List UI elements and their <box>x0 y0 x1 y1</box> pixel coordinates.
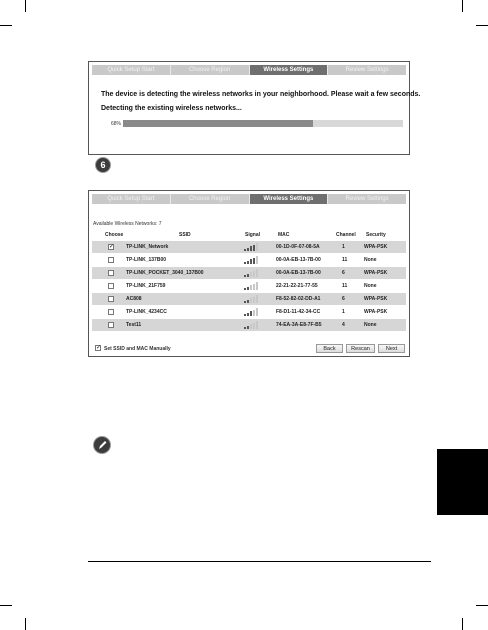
network-row[interactable] <box>92 241 406 253</box>
network-ssid: TP-LINK_21F759 <box>126 283 166 289</box>
network-ssid: TP-LINK_137B00 <box>126 257 167 263</box>
network-channel: 1 <box>342 309 345 315</box>
col-channel: Channel <box>336 232 356 238</box>
section-thumb-tab <box>437 449 488 515</box>
network-ssid: Test11 <box>126 322 142 328</box>
network-security: None <box>364 257 377 263</box>
tab-quick-setup-start[interactable]: Quick Setup Start <box>92 65 171 75</box>
tab-quick-setup-start[interactable]: Quick Setup Start <box>92 194 171 204</box>
signal-strength-icon <box>244 321 260 329</box>
tab-choose-region[interactable]: Choose Region <box>171 65 250 75</box>
detect-message: The device is detecting the wireless networks in your neighborhood. Please wait a few seconds. <box>101 91 421 98</box>
manual-label: Set SSID and MAC Manually <box>104 346 171 352</box>
detect-status: Detecting the existing wireless networks... <box>101 105 242 112</box>
network-select-checkbox[interactable] <box>108 309 114 315</box>
table-header <box>92 231 406 239</box>
network-select-checkbox[interactable] <box>108 270 114 276</box>
network-security: None <box>364 283 377 289</box>
progress-bar <box>123 120 403 127</box>
signal-strength-icon <box>244 243 260 251</box>
network-select-checkbox[interactable] <box>108 283 114 289</box>
network-security: WPA-PSK <box>364 309 388 315</box>
network-mac: 74-EA-3A-E8-7F-B5 <box>276 322 322 328</box>
network-row[interactable] <box>92 319 406 331</box>
network-select-checkbox[interactable]: ✓ <box>109 244 115 250</box>
tab-review-settings[interactable]: Review Settings <box>345 196 389 202</box>
network-mac: F8-52-82-02-DD-A1 <box>276 296 321 302</box>
progress-fill <box>123 120 313 127</box>
pen-icon <box>96 439 108 451</box>
signal-strength-icon <box>244 256 260 264</box>
crop-mark <box>0 25 12 26</box>
wizard-tab-bar <box>92 65 406 75</box>
note-pen-icon <box>94 437 110 453</box>
next-button[interactable]: Next <box>378 344 405 353</box>
network-select-checkbox[interactable] <box>108 296 114 302</box>
network-mac: 00-0A-EB-13-7B-00 <box>276 270 321 276</box>
tab-review-settings[interactable]: Review Settings <box>345 67 389 73</box>
network-ssid: AC808 <box>126 296 142 302</box>
network-channel: 6 <box>342 270 345 276</box>
network-channel: 4 <box>342 322 345 328</box>
network-row[interactable] <box>92 293 406 305</box>
network-select-checkbox[interactable] <box>108 322 114 328</box>
network-row[interactable] <box>92 306 406 318</box>
network-screenshot <box>88 190 410 357</box>
signal-strength-icon <box>244 282 260 290</box>
wizard-tab-bar <box>92 194 406 204</box>
network-security: WPA-PSK <box>364 244 388 250</box>
crop-mark <box>462 0 463 12</box>
signal-strength-icon <box>244 295 260 303</box>
network-row[interactable] <box>92 254 406 266</box>
network-mac: F8-D1-11-42-34-CC <box>276 309 321 315</box>
network-mac: 22-21-22-21-77-55 <box>276 283 318 289</box>
tab-choose-region[interactable]: Choose Region <box>171 194 250 204</box>
signal-strength-icon <box>244 308 260 316</box>
footer-rule <box>88 561 431 562</box>
network-security: WPA-PSK <box>364 270 388 276</box>
network-ssid: TP-LINK_POCKET_3040_137B00 <box>126 270 204 276</box>
step-number-icon: 6 <box>96 158 110 172</box>
manual-checkbox[interactable]: ✓ <box>96 345 102 351</box>
detect-screenshot <box>88 61 421 155</box>
network-security: None <box>364 322 377 328</box>
network-mac: 00-0A-EB-13-7B-00 <box>276 257 321 263</box>
col-signal: Signal <box>245 232 261 238</box>
network-channel: 1 <box>342 244 345 250</box>
network-channel: 6 <box>342 296 345 302</box>
crop-mark <box>25 0 26 12</box>
progress-percent: 68% <box>111 121 122 127</box>
crop-mark <box>0 605 12 606</box>
signal-strength-icon <box>244 269 260 277</box>
tab-wireless-settings[interactable]: Wireless Settings <box>250 194 329 204</box>
network-security: WPA-PSK <box>364 296 388 302</box>
col-choose: Choose <box>105 232 124 238</box>
network-row[interactable] <box>92 280 406 292</box>
crop-mark <box>462 618 463 630</box>
available-networks-label: Available Wireless Networks: 7 <box>93 221 162 227</box>
crop-mark <box>476 605 488 606</box>
network-mac: 00-1D-0F-07-08-5A <box>276 244 320 250</box>
network-row[interactable] <box>92 267 406 279</box>
network-ssid: TP-LINK_Network <box>126 244 169 250</box>
network-channel: 11 <box>342 283 348 289</box>
network-ssid: TP-LINK_4234CC <box>126 309 167 315</box>
tab-wireless-settings[interactable]: Wireless Settings <box>250 65 329 75</box>
col-mac: MAC <box>278 232 290 238</box>
col-security: Security <box>366 232 386 238</box>
back-button[interactable]: Back <box>316 344 343 353</box>
network-select-checkbox[interactable] <box>108 257 114 263</box>
network-channel: 11 <box>342 257 348 263</box>
col-ssid: SSID <box>179 232 191 238</box>
rescan-button[interactable]: Rescan <box>346 344 375 353</box>
crop-mark <box>25 618 26 630</box>
crop-mark <box>476 25 488 26</box>
